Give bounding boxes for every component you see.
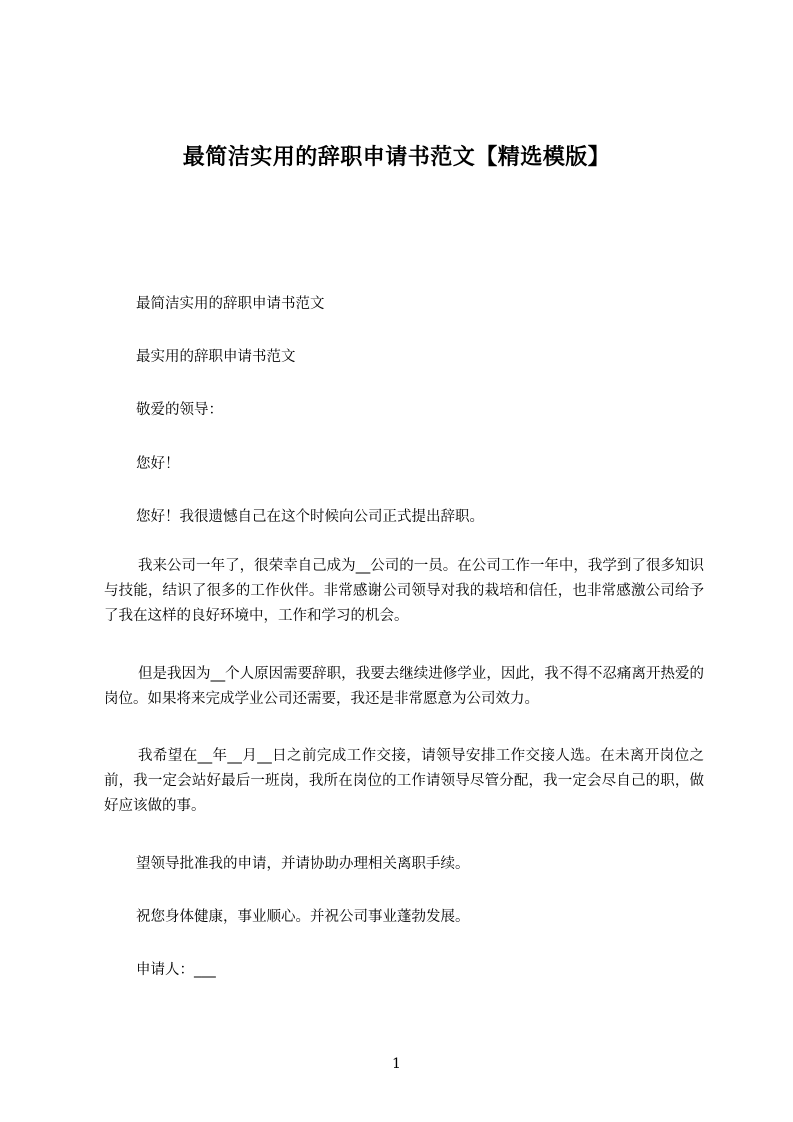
wishes-line: 祝您身体健康，事业顺心。并祝公司事业蓬勃发展。 xyxy=(136,909,470,925)
page-number: 1 xyxy=(392,1056,401,1072)
salutation: 敬爱的领导： xyxy=(136,402,223,418)
opening-line: 您好！我很遗憾自己在这个时候向公司正式提出辞职。 xyxy=(136,509,484,525)
signature-line: 申请人：___ xyxy=(136,962,216,978)
subtitle-line-1: 最简洁实用的辞职申请书范文 xyxy=(136,296,325,312)
body-paragraph-1: 我来公司一年了，很荣幸自己成为__公司的一员。在公司工作一年中，我学到了很多知识与技能，结识了很多的工作伙伴。非常感谢公司领导对我的栽培和信任，也非常感激公司给予了我在这样的良好环境中，工作和学习的机会。 xyxy=(104,558,704,624)
subtitle-line-2: 最实用的辞职申请书范文 xyxy=(136,349,296,365)
body-paragraph-2: 但是我因为__个人原因需要辞职，我要去继续进修学业，因此，我不得不忍痛离开热爱的岗位。如果将来完成学业公司还需要，我还是非常愿意为公司效力。 xyxy=(104,666,704,707)
greeting: 您好！ xyxy=(136,456,180,472)
document-title: 最简洁实用的辞职申请书范文【精选模版】 xyxy=(182,145,611,170)
body-paragraph-3: 我希望在__年__月__日之前完成工作交接，请领导安排工作交接人选。在未离开岗位之前，我一定会站好最后一班岗，我所在岗位的工作请领导尽管分配，我一定会尽自己的职，做好应该做的事。 xyxy=(104,748,704,814)
request-line: 望领导批准我的申请，并请协助办理相关离职手续。 xyxy=(136,856,470,872)
